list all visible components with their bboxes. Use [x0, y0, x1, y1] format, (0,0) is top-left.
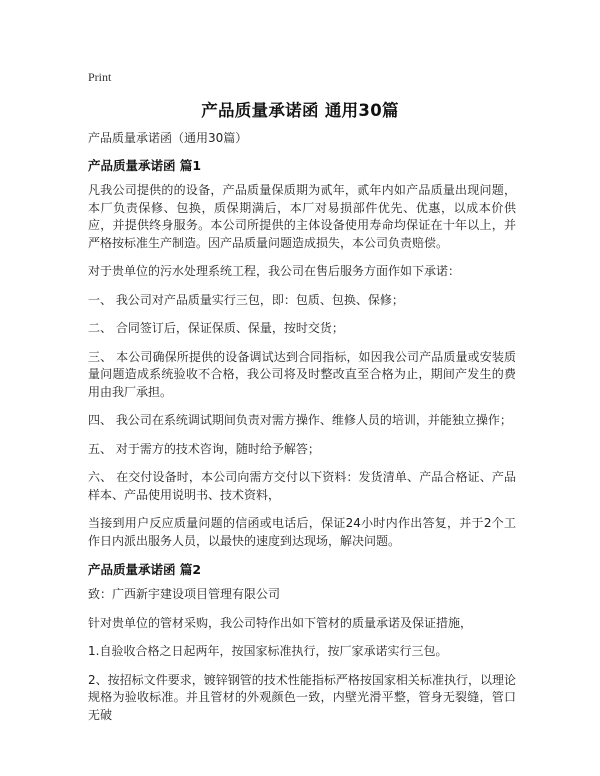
paragraph: 六、 在交付设备时，本公司向需方交付以下资料：发货清单、产品合格证、产品样本、产品使用说明书、技术资料，: [88, 470, 516, 502]
paragraph: 五、 对于需方的技术咨询，随时给予解答；: [88, 441, 320, 456]
paragraph: 对于贵单位的污水处理系统工程，我公司在售后服务方面作如下承诺：: [88, 264, 461, 278]
paragraph: 1.自验收合格之日起两年，按国家标准执行，按厂家承诺实行三包。: [88, 644, 448, 658]
section-heading: 产品质量承诺函 篇1: [88, 158, 202, 173]
page-title: 产品质量承诺函 通用30篇: [201, 101, 399, 120]
paragraph: 2、按招标文件要求，镀锌钢管的技术性能指标严格按国家相关标准执行，以理论规格为验收标准。并且管材的外观颜色一致，内壁光滑平整，管身无裂缝，管口无破: [88, 672, 516, 722]
paragraph: 二、 合同签订后，保证保质、保量，按时交货；: [88, 321, 344, 335]
print-link[interactable]: Print: [88, 70, 112, 84]
paragraph: 致：广西新宇建设项目管理有限公司: [88, 587, 281, 601]
section-2: [88, 561, 516, 724]
section-1: [88, 157, 516, 550]
section-heading: 产品质量承诺函 篇2: [88, 562, 202, 577]
paragraph: 一、 我公司对产品质量实行三包，即：包质、包换、保修；: [88, 292, 404, 307]
paragraph: 针对贵单位的管材采购，我公司特作出如下管材的质量承诺及保证措施，: [88, 615, 473, 630]
document-subtitle: 产品质量承诺函（通用30篇）: [88, 131, 248, 145]
paragraph: 四、 我公司在系统调试期间负责对需方操作、维修人员的培训，并能独立操作；: [88, 413, 512, 427]
paragraph: 凡我公司提供的的设备，产品质量保质期为贰年，贰年内如产品质量出现问题，本厂负责保修、包换，质保期满后，本厂对易损部件优先、优惠，以成本价供应，并提供终身服务。本公司所提供的主体设备使用寿命均保证在十年以上，并严格按标准生产制造。因产品质量问题造成损失，本公司负责赔偿。: [88, 183, 516, 250]
paragraph: 三、 本公司确保所提供的设备调试达到合同指标，如因我公司产品质量或安装质量问题造成系统验收不合格，我公司将及时整改直至合格为止，期间产发生的费用由我厂承担。: [88, 349, 516, 399]
document-body: [88, 130, 516, 735]
paragraph: 当接到用户反应质量问题的信函或电话后，保证24小时内作出答复，并于2个工作日内派出服务人员，以最快的速度到达现场，解决问题。: [88, 516, 516, 548]
